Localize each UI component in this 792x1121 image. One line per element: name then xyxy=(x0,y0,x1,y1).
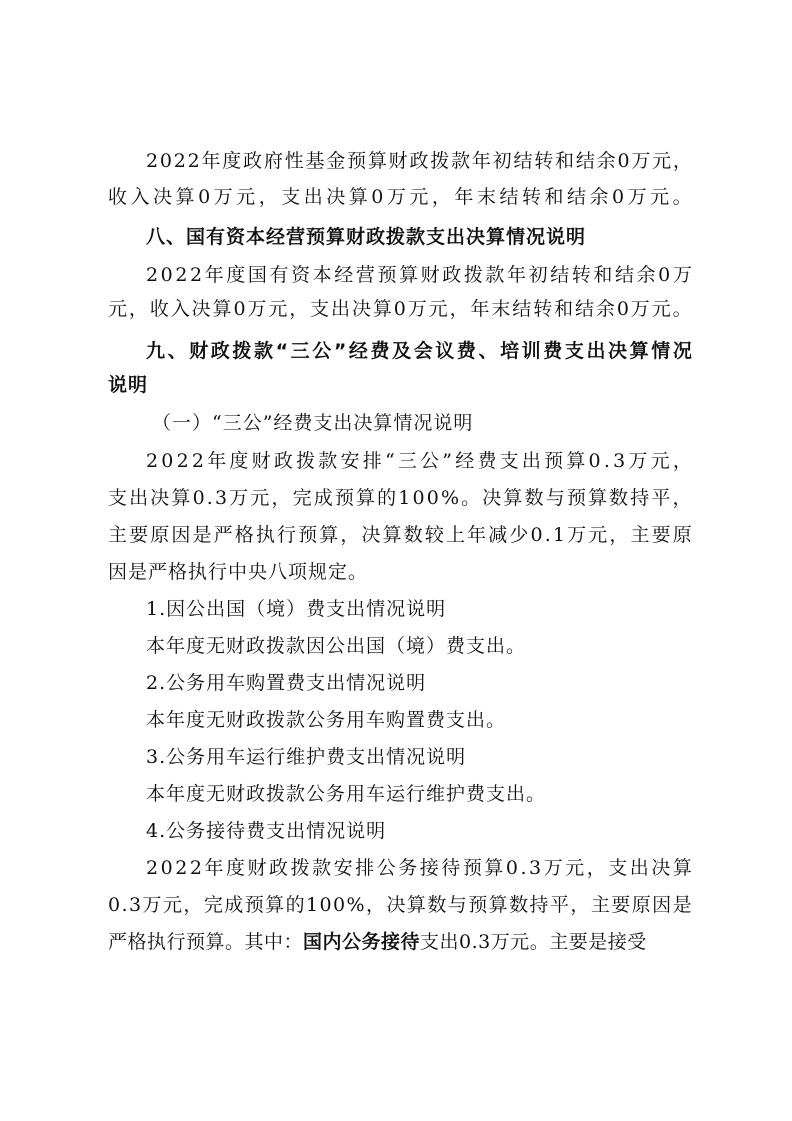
para-three-public-line-3: 主 要 原 因 是 严 格 执 行 预 算 ， 决 算 数 较 上 年 减 少 0 . 1 万 元 ， 主 要 原 xyxy=(108,524,692,546)
heading-section-8: 八、国有资本经营预算财政拨款支出决算情况说明 xyxy=(146,226,587,248)
para-fund-budget-line-1: 2 0 2 2 年 度 政 府 性 基 金 预 算 财 政 拨 款 年 初 结 转 和 结 余 0 万 元 ， xyxy=(146,150,692,172)
item-2-heading: 2.公务用车购置费支出情况说明 xyxy=(146,672,427,694)
para-three-public-line-1: 2 0 2 2 年 度 财 政 拨 款 安 排 “ 三 公 ” 经 费 支 出 预 算 0 . 3 万 元 ， xyxy=(146,450,692,472)
para-state-capital-line-2: 元 ， 收 入 决 算 0 万 元 ， 支 出 决 算 0 万 元 ， 年 末 结 转 和 结 余 0 万 元 。 xyxy=(108,298,692,320)
item-3-body: 本年度无财政拨款公务用车运行维护费支出。 xyxy=(146,783,547,805)
para-three-public-line-4: 因是严格执行中央八项规定。 xyxy=(108,561,369,583)
para-fund-budget-line-2: 收 入 决 算 0 万 元 ， 支 出 决 算 0 万 元 ， 年 末 结 转 和 结 余 0 万 元 。 xyxy=(108,186,692,208)
reception-line-3-text-a: 严格执行预算。其中： xyxy=(108,931,304,953)
para-reception-line-1: 2 0 2 2 年 度 财 政 拨 款 安 排 公 务 接 待 预 算 0 . 3 万 元 ， 支 出 决 算 xyxy=(146,857,692,879)
reception-line-3-text-c: 支出0.3万元。主要是接受 xyxy=(420,931,647,953)
item-4-heading: 4.公务接待费支出情况说明 xyxy=(146,820,387,842)
item-2-body: 本年度无财政拨款公务用车购置费支出。 xyxy=(146,709,507,731)
para-reception-line-2: 0 . 3 万 元 ， 完 成 预 算 的 1 0 0 % ， 决 算 数 与 预 算 数 持 平 ， 主 要 原 因 是 xyxy=(108,894,692,916)
para-state-capital-line-1: 2 0 2 2 年 度 国 有 资 本 经 营 预 算 财 政 拨 款 年 初 结 转 和 结 余 0 万 xyxy=(146,264,692,286)
item-1-body: 本年度无财政拨款因公出国（境）费支出。 xyxy=(146,635,527,657)
item-3-heading: 3.公务用车运行维护费支出情况说明 xyxy=(146,746,467,768)
subheading-three-public-expenses: （一）“三公”经费支出决算情况说明 xyxy=(152,412,474,434)
item-1-heading: 1.因公出国（境）费支出情况说明 xyxy=(146,598,447,620)
reception-domestic-label: 国内公务接待 xyxy=(303,931,421,953)
heading-section-9-line-2: 说明 xyxy=(108,374,149,396)
heading-section-9-line-1: 九 、 财 政 拨 款 “ 三 公 ” 经 费 及 会 议 费 、 培 训 费 支 出 决 算 情 况 xyxy=(146,340,692,362)
para-three-public-line-2: 支 出 决 算 0 . 3 万 元 ， 完 成 预 算 的 1 0 0 % 。 决 算 数 与 预 算 数 持 平 ， xyxy=(108,487,692,509)
para-reception-line-3 xyxy=(108,929,692,955)
